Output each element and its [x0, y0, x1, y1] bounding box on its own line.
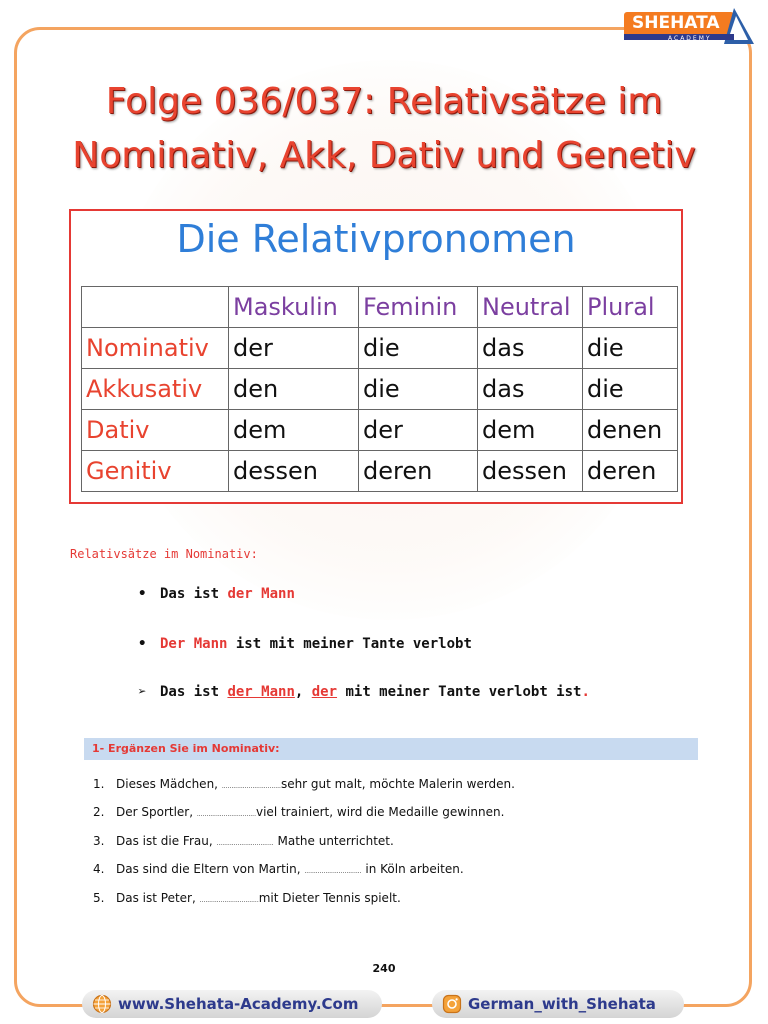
footer-website-text: www.Shehata-Academy.Com [118, 995, 359, 1013]
row-header-genitiv: Genitiv [82, 451, 229, 492]
exercise-item [93, 834, 394, 848]
table-cell: denen [583, 410, 678, 451]
table-cell: die [583, 328, 678, 369]
answer-blank[interactable]: ............................... [196, 811, 256, 818]
table-cell: die [359, 369, 478, 410]
example-text: Das ist [160, 586, 228, 602]
globe-icon [92, 994, 112, 1014]
item-text: Mathe unterrichtet. [273, 834, 394, 848]
table-cell: der [359, 410, 478, 451]
instagram-icon [442, 994, 462, 1014]
example-highlight: der Mann [227, 684, 295, 700]
answer-blank[interactable]: ............................... [221, 783, 281, 790]
example-sentence-1 [138, 586, 295, 602]
title-line-1: Folge 036/037: Relativsätze im [105, 81, 663, 122]
relativpronomen-table [81, 286, 678, 492]
exercise-item [93, 805, 504, 819]
logo-sub-text: ACADEMY [668, 35, 712, 42]
example-comma: , [294, 684, 312, 700]
relativpronomen-table-box [69, 209, 683, 504]
table-cell: den [229, 369, 359, 410]
example-highlight: Der Mann [160, 636, 228, 652]
example-text: Das ist [160, 684, 228, 700]
table-header-row [82, 287, 678, 328]
example-sentence-2 [138, 636, 472, 652]
example-period: . [581, 684, 590, 700]
row-header-akkusativ: Akkusativ [82, 369, 229, 410]
section-label: Relativsätze im Nominativ: [70, 547, 258, 561]
footer-instagram-text: German_with_Shehata [468, 995, 656, 1013]
table-cell: dessen [229, 451, 359, 492]
logo-brand-text: SHEHATA [632, 13, 720, 33]
item-text: Das ist Peter, [116, 891, 200, 905]
answer-blank[interactable]: .............................. [216, 840, 274, 847]
item-number: 1. [93, 777, 105, 791]
answer-blank[interactable]: ............................... [199, 897, 259, 904]
example-sentence-3 [138, 684, 590, 700]
bullet-icon: • [138, 586, 147, 602]
bullet-icon: • [138, 636, 147, 652]
page-title [30, 75, 738, 183]
academy-logo [622, 4, 756, 48]
exercise-item [93, 891, 401, 905]
item-number: 5. [93, 891, 105, 905]
exercise-item [93, 777, 515, 791]
row-header-dativ: Dativ [82, 410, 229, 451]
table-row-akkusativ [82, 369, 678, 410]
title-line-2: Nominativ, Akk, Dativ und Genetiv [72, 135, 696, 176]
page-number: 240 [372, 962, 396, 975]
item-text: Das sind die Eltern von Martin, [116, 862, 305, 876]
example-highlight: der Mann [227, 586, 295, 602]
item-number: 4. [93, 862, 105, 876]
table-row-genitiv [82, 451, 678, 492]
exercise-heading: 1- Ergänzen Sie im Nominativ: [84, 738, 698, 760]
column-header-maskulin: Maskulin [229, 287, 359, 328]
item-number: 2. [93, 805, 105, 819]
answer-blank[interactable]: .............................. [304, 868, 362, 875]
column-header-plural: Plural [583, 287, 678, 328]
item-text: Das ist die Frau, [116, 834, 217, 848]
table-cell: deren [583, 451, 678, 492]
item-text: Der Sportler, [116, 805, 197, 819]
table-cell: der [229, 328, 359, 369]
table-cell: dem [229, 410, 359, 451]
table-cell: deren [359, 451, 478, 492]
arrow-bullet-icon: ➢ [138, 684, 147, 700]
item-text: sehr gut malt, möchte Malerin werden. [280, 777, 515, 791]
footer-website[interactable] [82, 990, 382, 1018]
column-header-neutral: Neutral [478, 287, 583, 328]
item-text: Dieses Mädchen, [116, 777, 222, 791]
example-text: ist mit meiner Tante verlobt [227, 636, 472, 652]
footer-instagram[interactable] [432, 990, 684, 1018]
item-text: in Köln arbeiten. [361, 862, 464, 876]
table-cell: die [359, 328, 478, 369]
column-header-feminin: Feminin [359, 287, 478, 328]
table-cell: die [583, 369, 678, 410]
table-corner-cell [82, 287, 229, 328]
exercise-item [93, 862, 464, 876]
item-number: 3. [93, 834, 105, 848]
table-cell: das [478, 369, 583, 410]
table-row-dativ [82, 410, 678, 451]
table-cell: das [478, 328, 583, 369]
table-cell: dessen [478, 451, 583, 492]
table-cell: dem [478, 410, 583, 451]
table-row-nominativ [82, 328, 678, 369]
item-text: mit Dieter Tennis spielt. [258, 891, 401, 905]
row-header-nominativ: Nominativ [82, 328, 229, 369]
example-text: mit meiner Tante verlobt ist [337, 684, 582, 700]
example-highlight: der [311, 684, 338, 700]
table-heading: Die Relativpronomen [176, 217, 576, 261]
item-text: viel trainiert, wird die Medaille gewinnen. [256, 805, 505, 819]
